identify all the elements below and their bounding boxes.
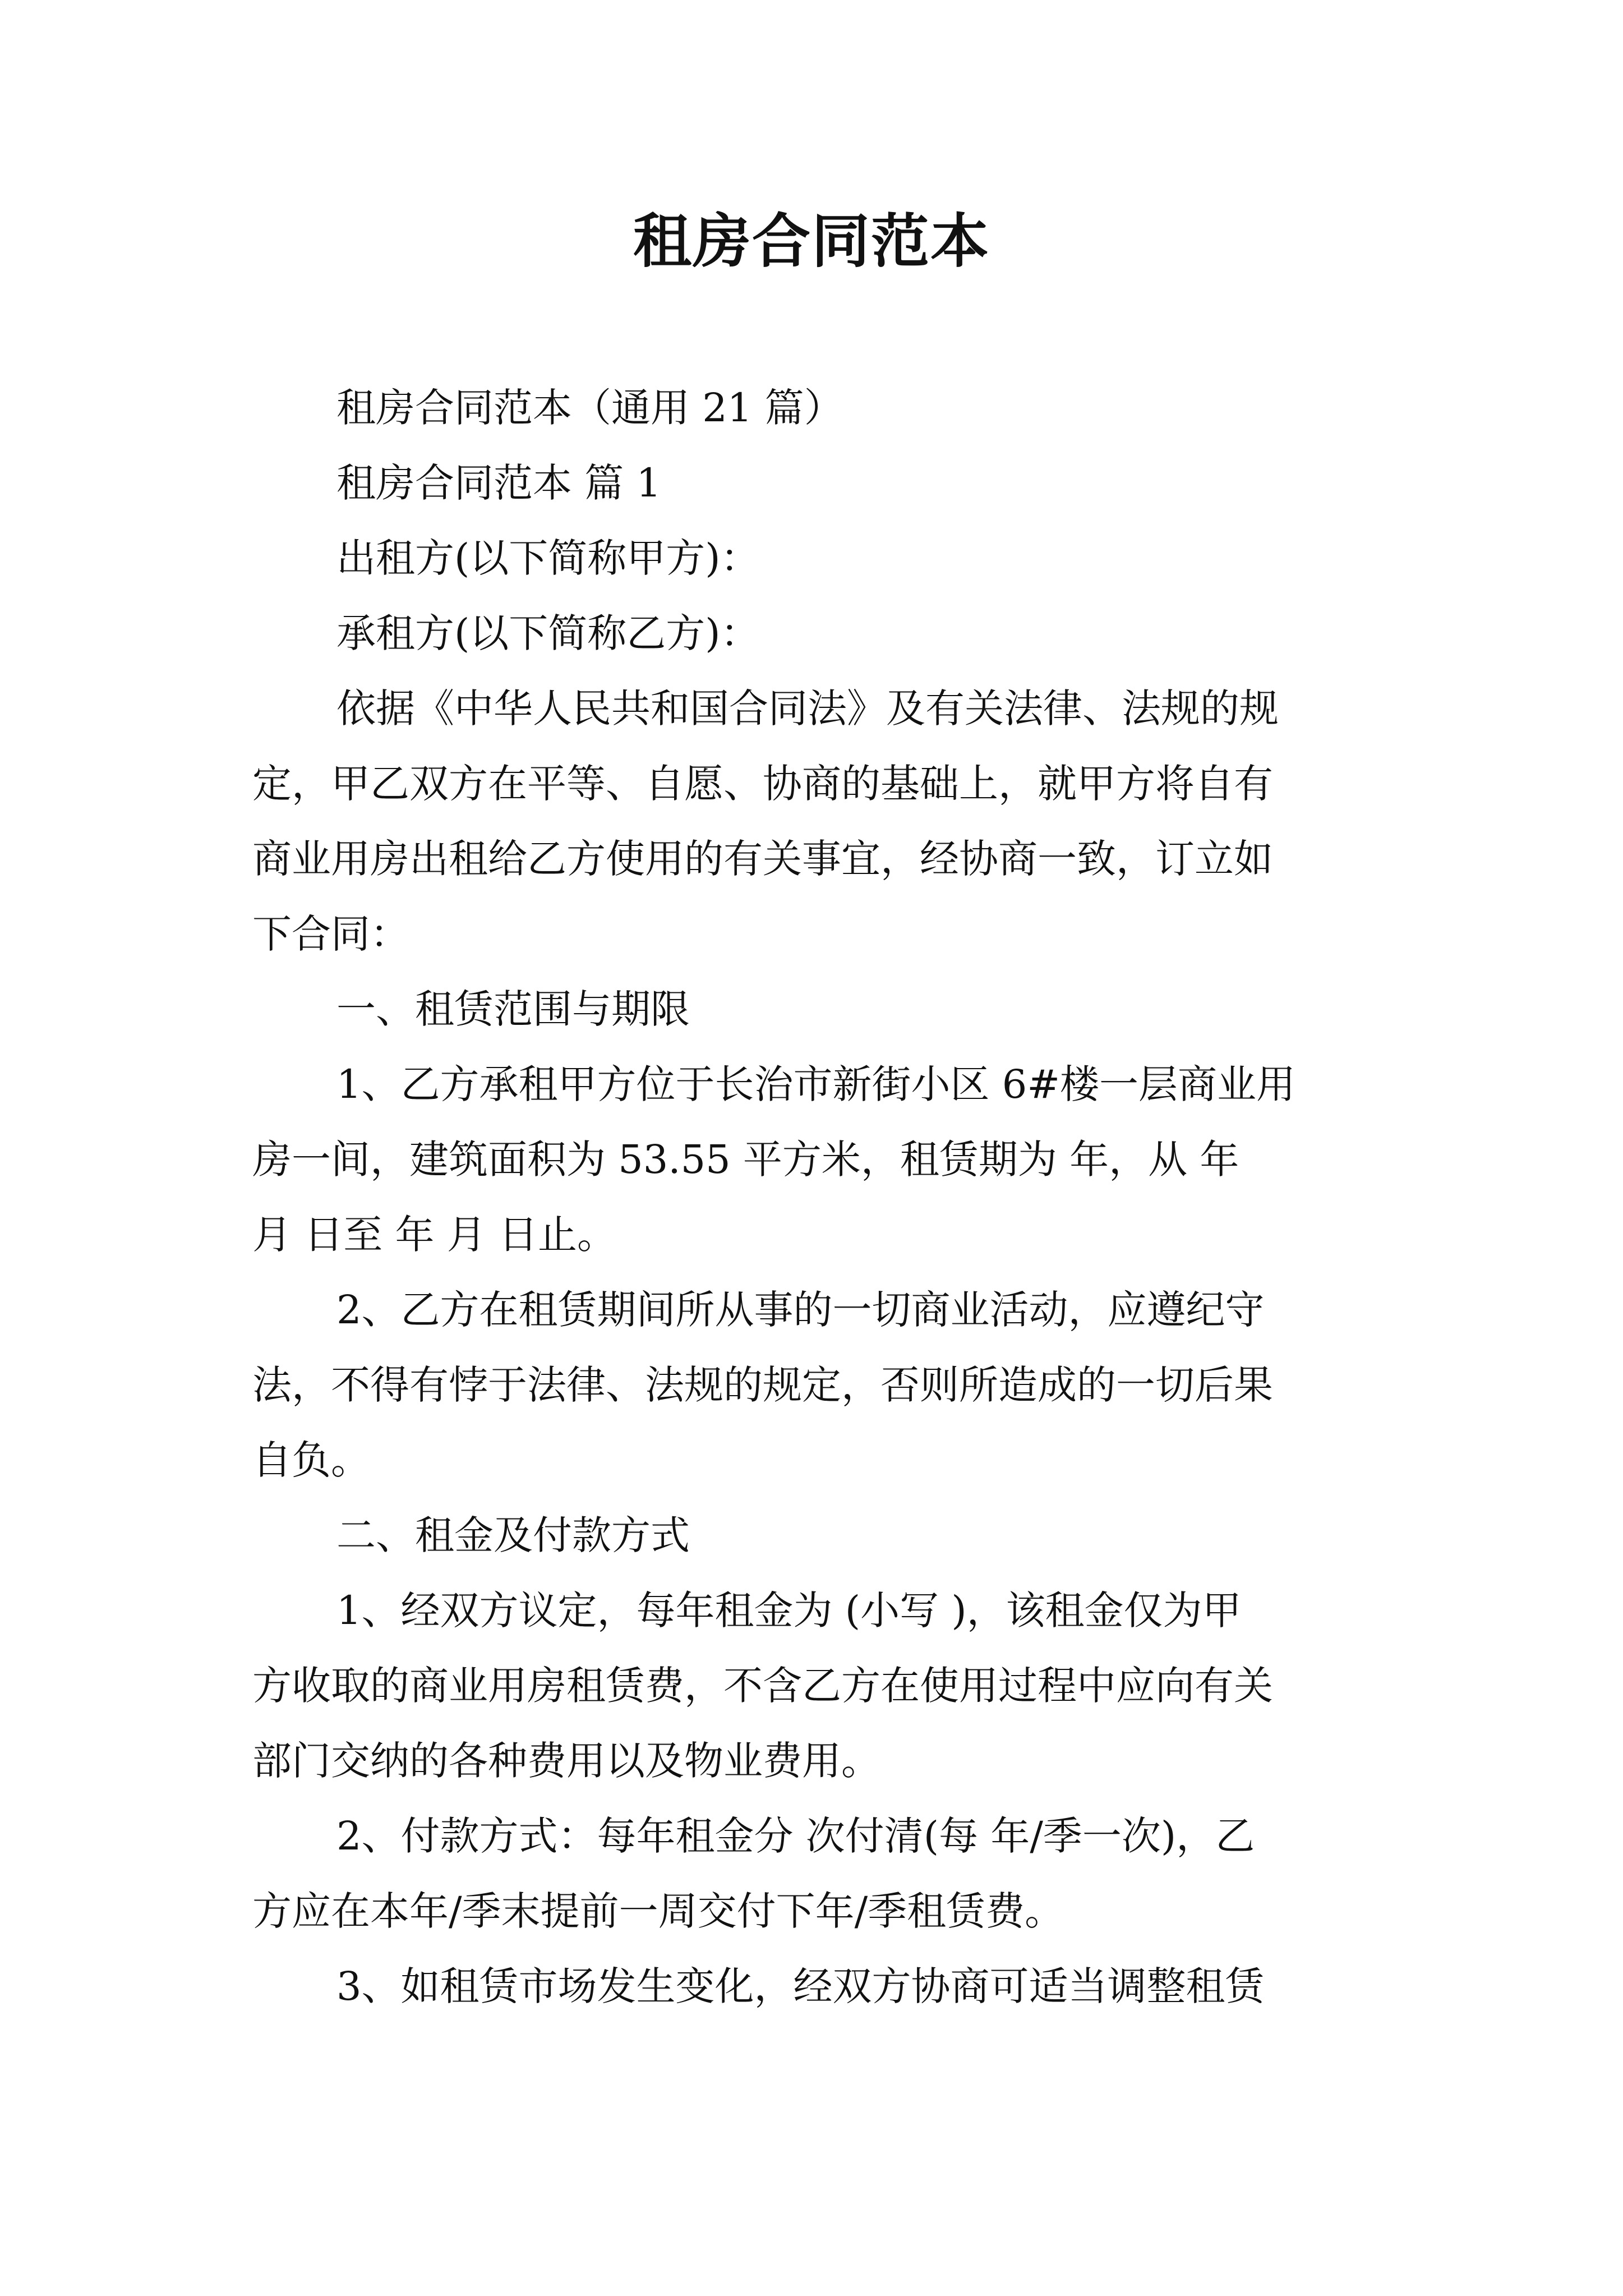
- paragraph-line: 定，甲乙双方在平等、自愿、协商的基础上，就甲方将自有: [252, 761, 1273, 807]
- document-body: [252, 370, 1385, 2024]
- paragraph-line: 2、付款方式：每年租金分 次付清(每 年/季一次)，乙: [336, 1813, 1255, 1859]
- lessee-line: 承租方(以下简称乙方)：: [336, 610, 760, 656]
- paragraph-line: 部门交纳的各种费用以及物业费用。: [252, 1738, 880, 1784]
- paragraph-line: 月 日至 年 月 日止。: [252, 1212, 617, 1258]
- paragraph-line: 自负。: [252, 1437, 370, 1483]
- paragraph-line: 商业用房出租给乙方使用的有关事宜，经协商一致，订立如: [252, 836, 1273, 882]
- paragraph-line: 法，不得有悖于法律、法规的规定，否则所造成的一切后果: [252, 1362, 1273, 1408]
- paragraph-line: 方收取的商业用房租赁费，不含乙方在使用过程中应向有关: [252, 1663, 1273, 1709]
- paragraph-line: 方应在本年/季末提前一周交付下年/季租赁费。: [252, 1888, 1064, 1934]
- paragraph-line: 下合同：: [252, 911, 409, 957]
- lessor-line: 出租方(以下简称甲方)：: [336, 535, 760, 581]
- clause-heading: 一、租赁范围与期限: [336, 986, 690, 1032]
- subtitle-line: 租房合同范本（通用 21 篇）: [336, 385, 843, 431]
- section-heading: 租房合同范本 篇 1: [336, 460, 662, 506]
- paragraph-line: 依据《中华人民共和国合同法》及有关法律、法规的规: [336, 685, 1279, 731]
- paragraph-line: 2、乙方在租赁期间所从事的一切商业活动，应遵纪守: [336, 1287, 1265, 1333]
- paragraph-line: 房一间，建筑面积为 53.55 平方米，租赁期为 年，从 年: [252, 1137, 1239, 1182]
- clause-heading: 二、租金及付款方式: [336, 1512, 690, 1558]
- paragraph-line: 1、乙方承租甲方位于长治市新街小区 6#楼一层商业用: [336, 1061, 1295, 1107]
- paragraph-line: 3、如租赁市场发生变化，经双方协商可适当调整租赁: [336, 1963, 1265, 2009]
- document-title: 租房合同范本: [633, 207, 990, 275]
- paragraph-line: 1、经双方议定，每年租金为 (小写 )，该租金仅为甲: [336, 1588, 1242, 1634]
